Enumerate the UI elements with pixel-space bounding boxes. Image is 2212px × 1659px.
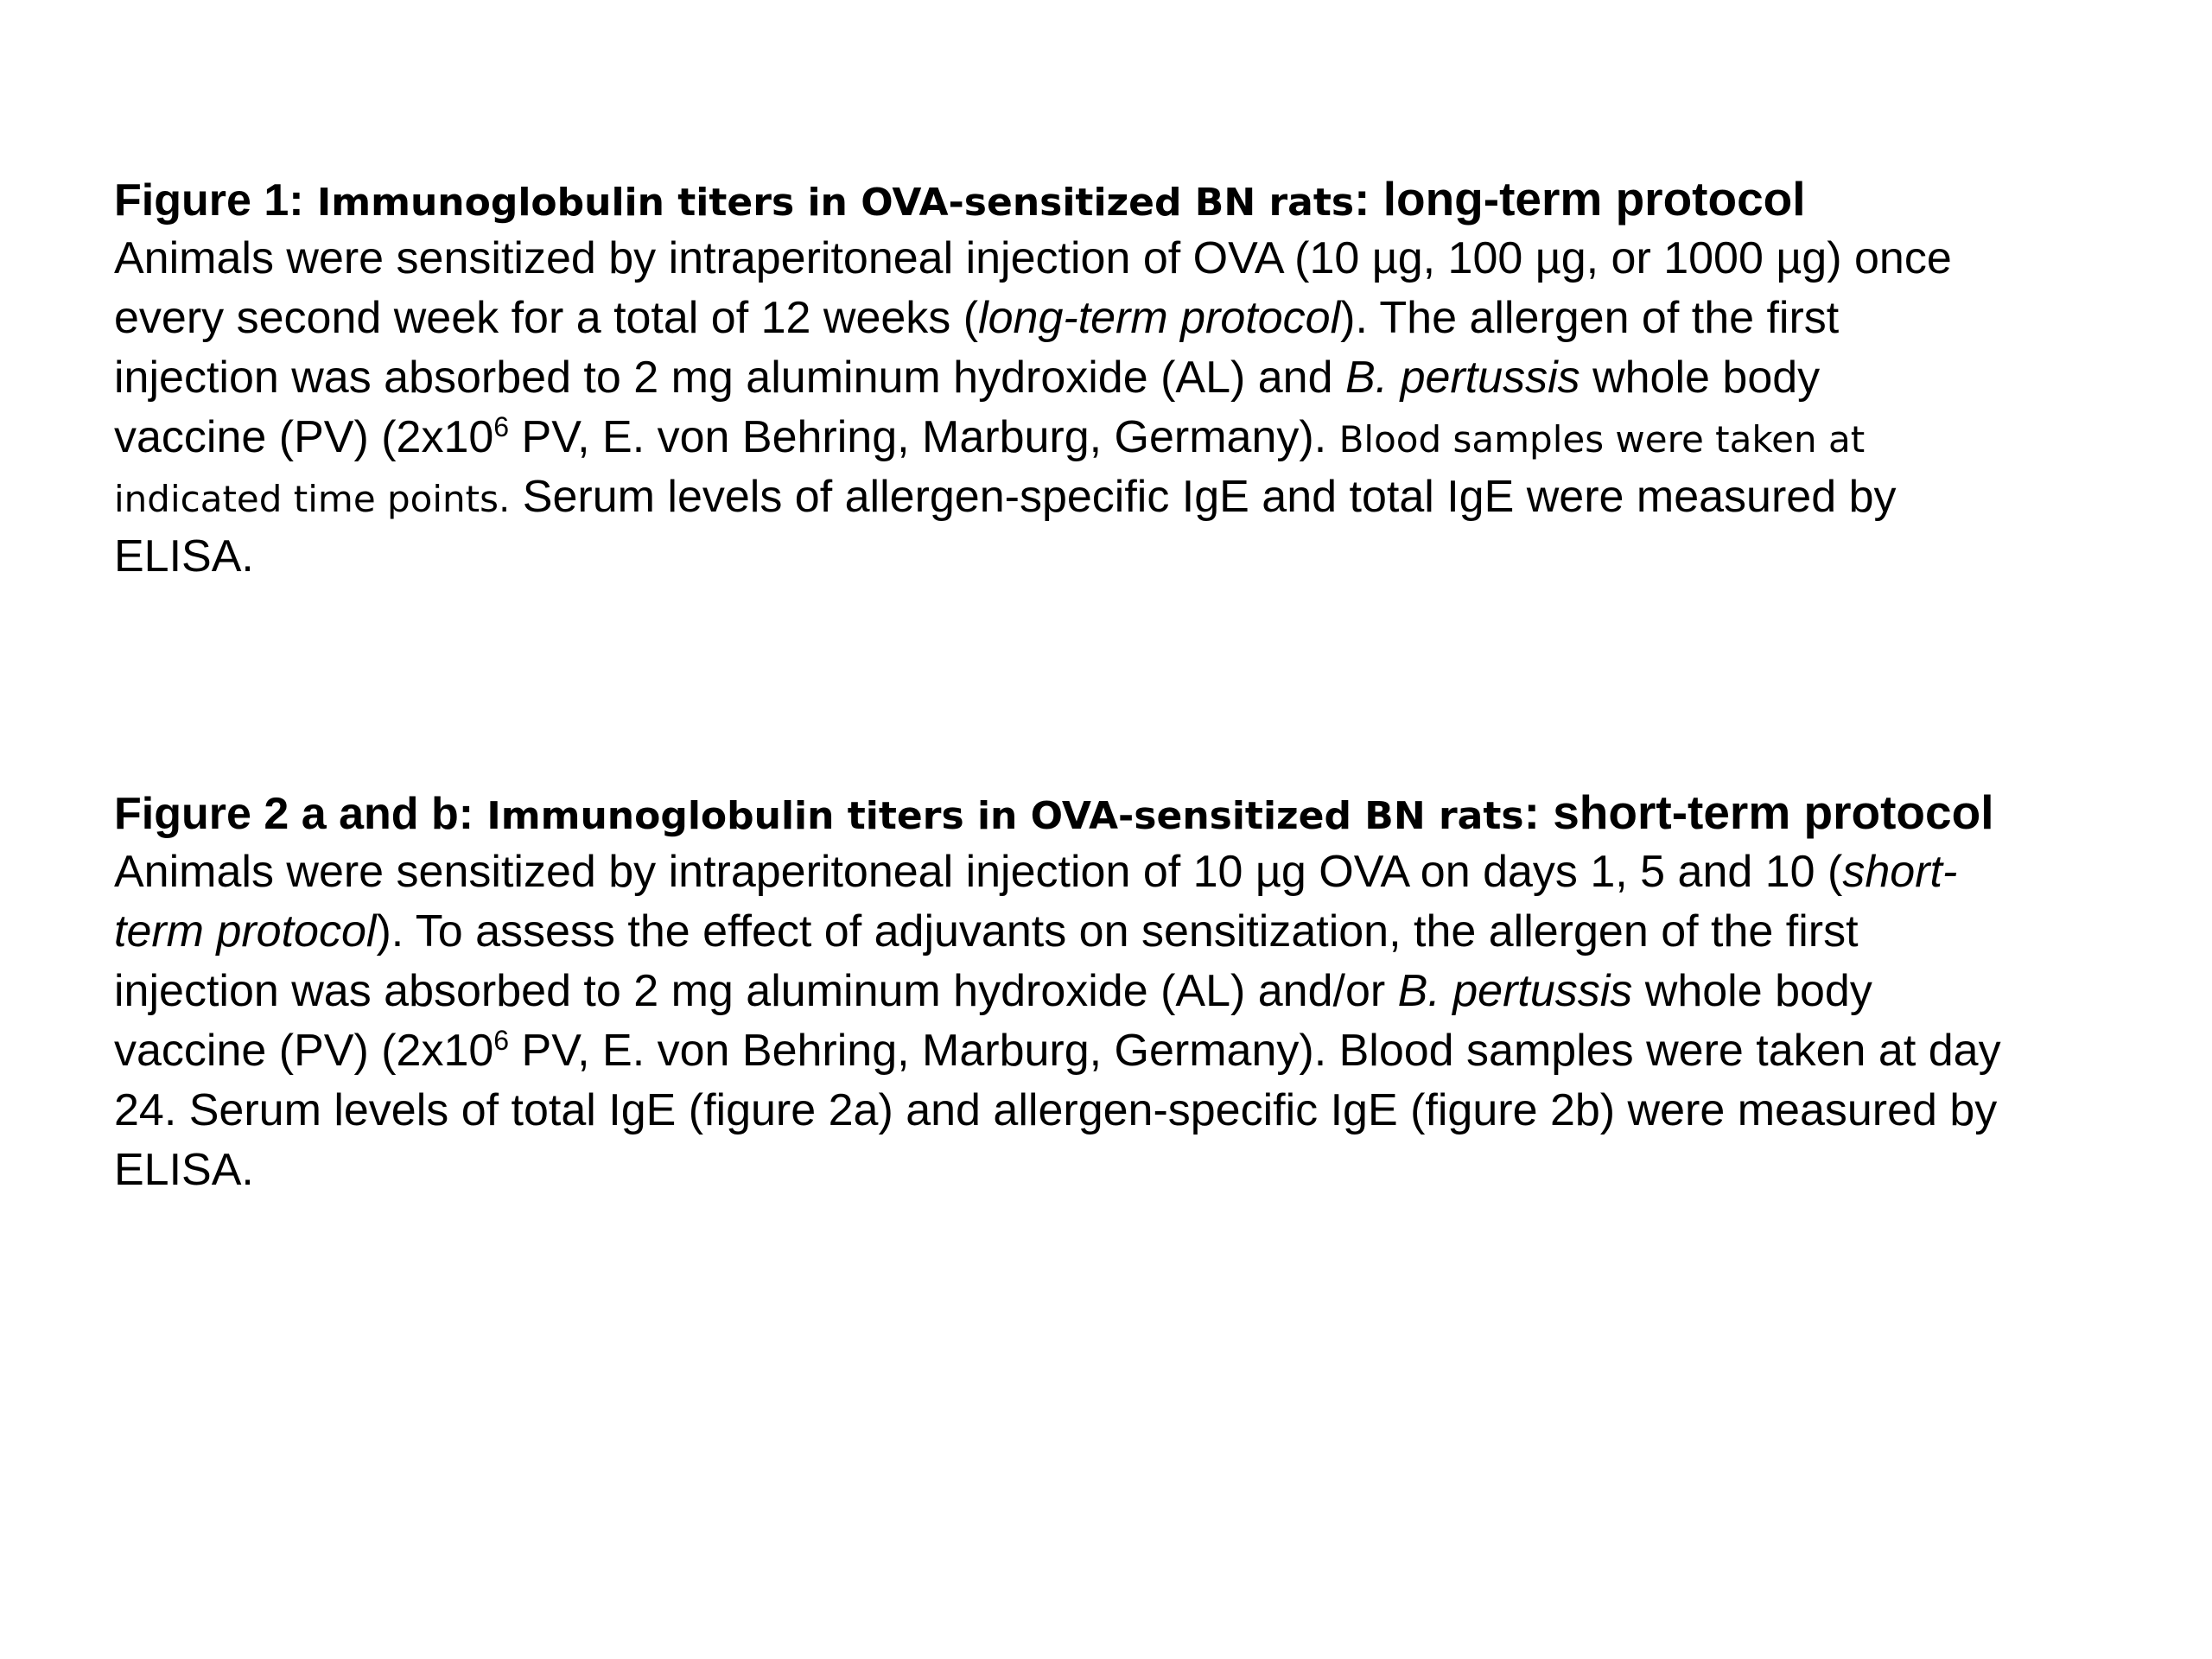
figure-1-text-line-6: ELISA. (114, 531, 254, 582)
figure-2-text-line-2b: ). To assess the effect of adjuvants on sensitization, the allergen of the first (376, 906, 1859, 957)
figure-1-title-end: : long-term protocol (1354, 172, 1806, 226)
figure-2-text-line-1 (114, 842, 2188, 902)
figure-1-text-line-4b: PV, E. von Behring, Marburg, Germany). (509, 412, 1339, 462)
figure-1-label: Figure 1: (114, 175, 304, 226)
figure-1-text-line-4 (114, 408, 2188, 467)
figure-2-title (114, 783, 2188, 842)
figure-1-text-line-4a: vaccine (PV) (2x10 (114, 412, 494, 462)
figure-1-title (114, 169, 2188, 229)
figure-2-exponent: 6 (493, 1025, 510, 1056)
figure-2-title-main: Immunoglobulin titers in OVA-sensitized BN rats (474, 794, 1524, 838)
figure-2-species-italic: B. pertussis (1397, 966, 1633, 1016)
figure-1-text-line-2a: every second week for a total of 12 weeks ( (114, 293, 979, 343)
figure-1-title-main: Immunoglobulin titers in OVA-sensitized BN rats (303, 181, 1355, 225)
figure-2-text-line-3b: whole body (1632, 966, 1872, 1016)
figure-2-title-end: : short-term protocol (1523, 785, 1994, 839)
figure-2-text-line-4 (114, 1021, 2188, 1081)
figure-2-text-line-1a: Animals were sensitized by intraperitoneal injection of 10 µg OVA on days 1, 5 and 10 ( (114, 847, 1843, 897)
figure-1-text-line-4c: Blood samples were taken at (1338, 418, 1866, 461)
figure-2-protocol-italic-end: term protocol (114, 906, 377, 957)
figure-2-protocol-italic-start: short- (1842, 847, 1958, 897)
figure-2-text-line-3 (114, 962, 2188, 1021)
figure-2-text-line-4a: vaccine (PV) (2x10 (114, 1026, 494, 1076)
figure-2-text-line-2 (114, 902, 2188, 962)
figure-2-text-line-6: ELISA. (114, 1145, 254, 1195)
figure-1-text-line-5a: indicated time points. (114, 478, 511, 520)
figure-2-text-line-5: 24. Serum levels of total IgE (figure 2a) and allergen-specific IgE (figure 2b) were measured by (114, 1085, 1998, 1135)
figure-2-legend (114, 783, 2188, 1200)
figure-2-text-line-3a: injection was absorbed to 2 mg aluminum hydroxide (AL) and/or (114, 966, 1398, 1016)
figure-1-text-line-3a: injection was absorbed to 2 mg aluminum hydroxide (AL) and (114, 353, 1345, 403)
figure-2-text-line-4b: PV, E. von Behring, Marburg, Germany). Blood samples were taken at day (509, 1026, 2001, 1076)
figure-1-text-line-5b: Serum levels of allergen-specific IgE and total IgE were measured by (510, 472, 1897, 522)
figure-1-text-line-5 (114, 467, 2188, 527)
figure-1-text-line-2b: ). The allergen of the first (1340, 293, 1840, 343)
figure-1-exponent: 6 (493, 411, 510, 442)
figure-1-protocol-italic: long-term protocol (978, 293, 1341, 343)
figure-1-text-line-3 (114, 348, 2188, 408)
figure-2-label: Figure 2 a and b: (114, 789, 474, 839)
figure-1-species-italic: B. pertussis (1344, 353, 1580, 403)
figure-1-text-line-2 (114, 289, 2188, 348)
figure-1-text-line-3b: whole body (1580, 353, 1821, 403)
figure-1-text-line-1: Animals were sensitized by intraperitoneal injection of OVA (10 µg, 100 µg, or 1000 µg) once (114, 233, 1952, 283)
figure-1-legend (114, 169, 2188, 587)
